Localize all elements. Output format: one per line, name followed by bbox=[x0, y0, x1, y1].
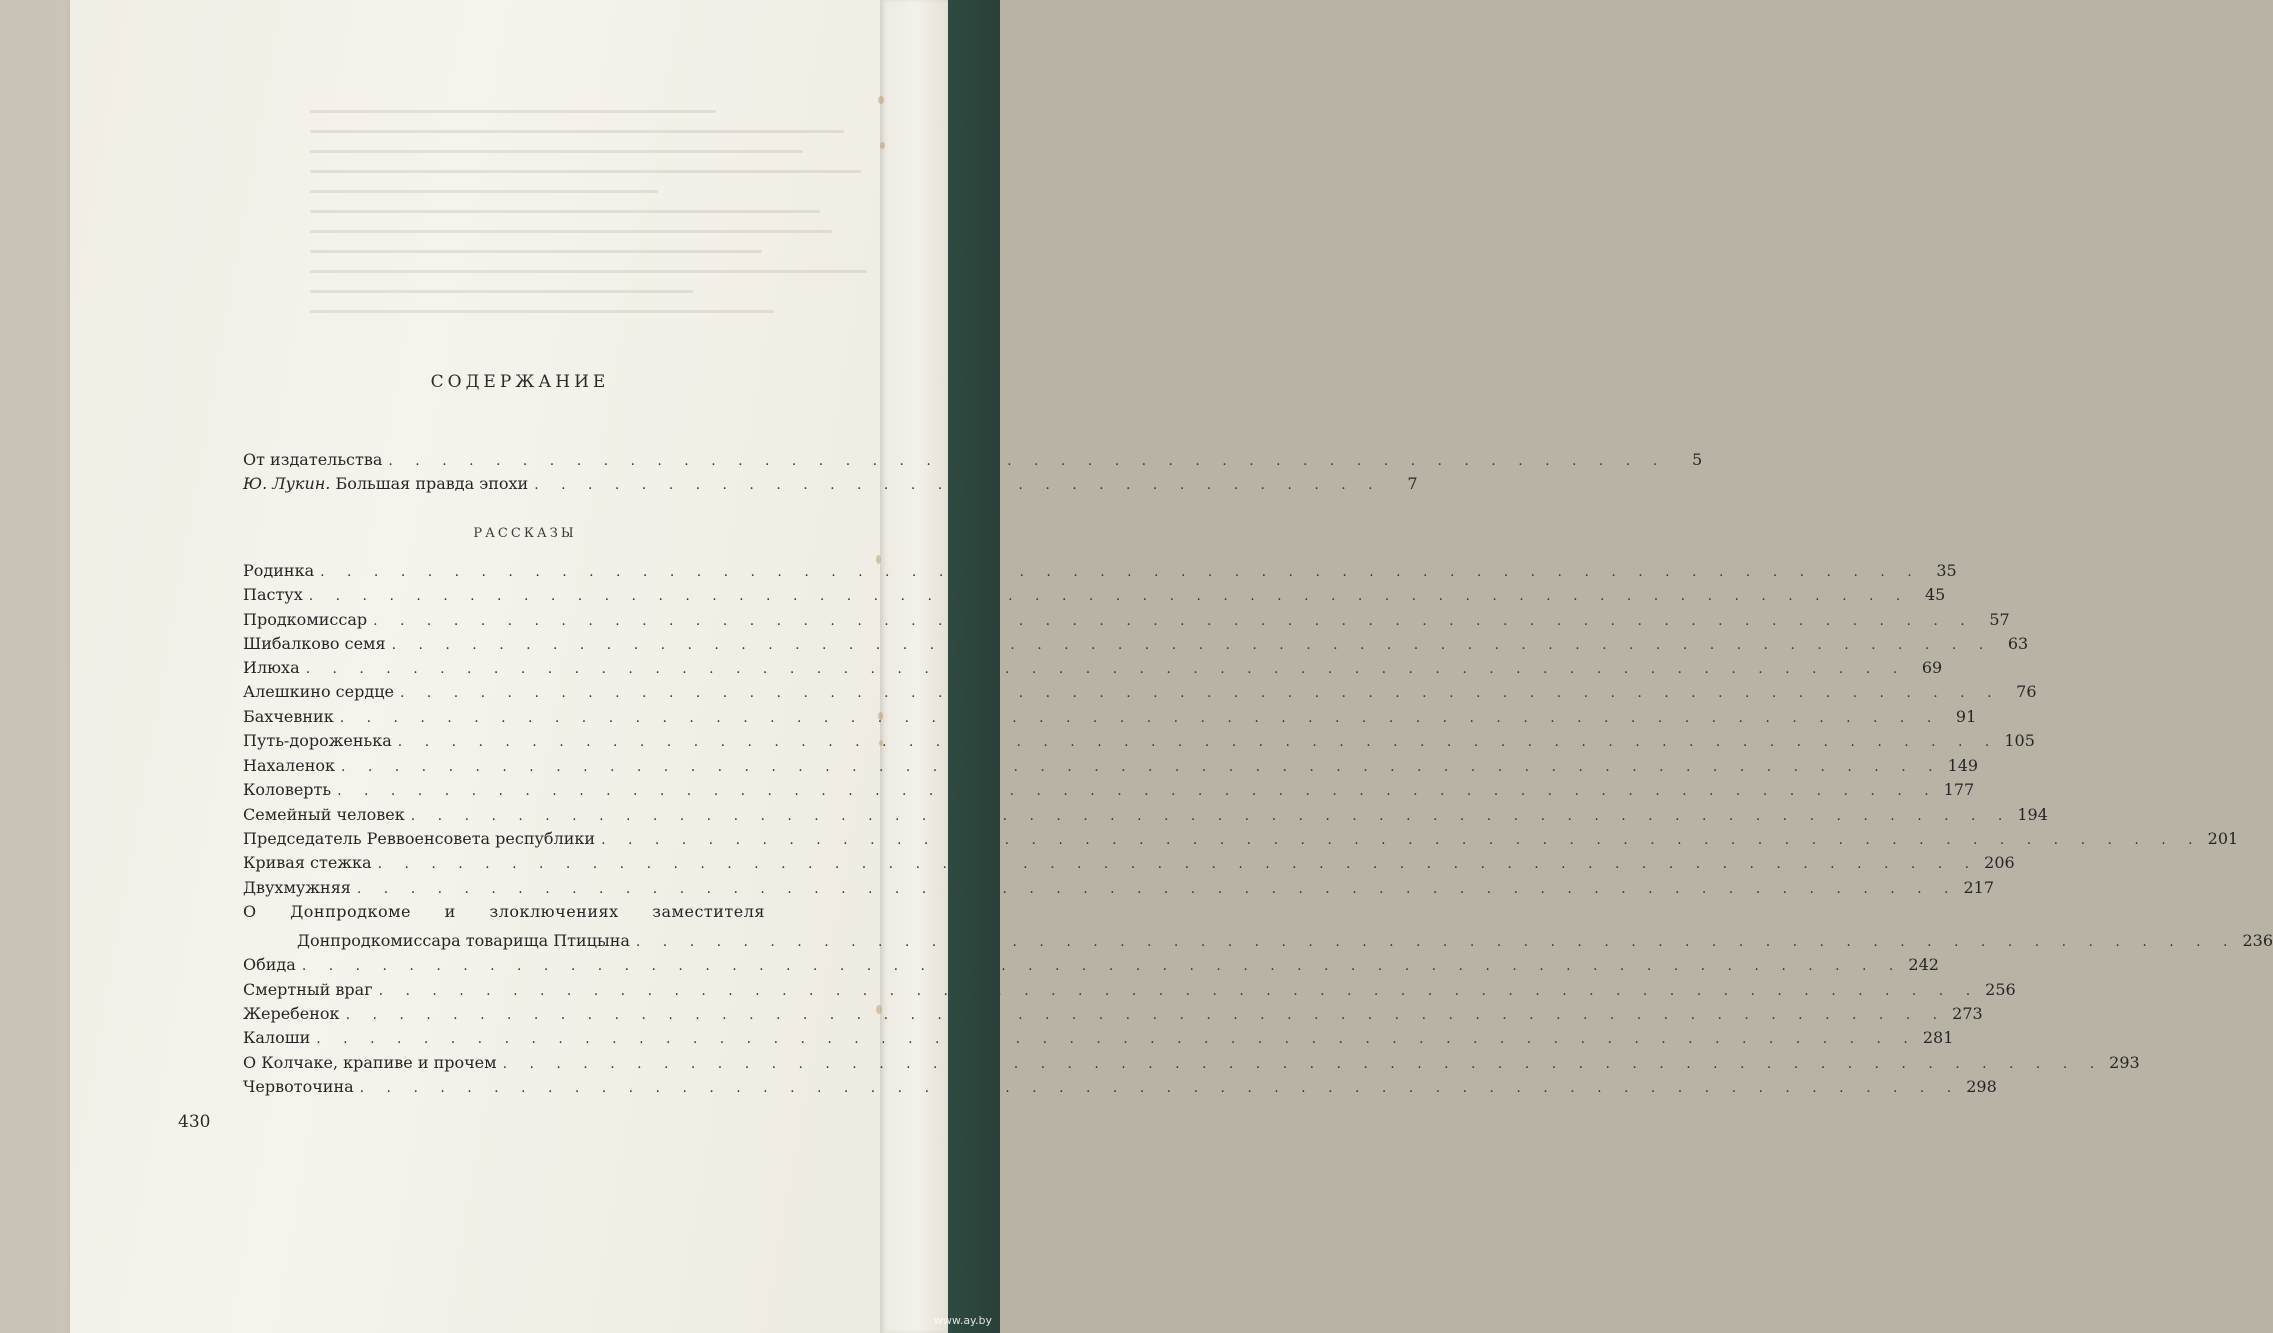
foxing-spot bbox=[876, 555, 881, 564]
leader-dots: . . . . . . . . . . . . . . . . . . . . . . . . . . . . . . . . . . . . . . . . . . . . . . . . . . . . . . . . . . . . bbox=[356, 881, 1958, 897]
toc-entry bbox=[243, 634, 2029, 658]
entry-title: Калоши bbox=[243, 1028, 311, 1047]
leader-dots: . . . . . . . . . . . . . . . . . . . . . . . . . . . . . . . . . . . . . . . . . . . . . . . . bbox=[388, 453, 1667, 469]
entry-page: 105 bbox=[2004, 731, 2035, 750]
leader-dots: . . . . . . . . . . . . . . . . . . . . . . . . . . . . . . . . . . . . . . . . . . . . . . . . . . . . . . . . . . . . bbox=[340, 759, 1942, 775]
toc-entry-foreword bbox=[243, 474, 1418, 498]
entry-title: Пастух bbox=[243, 585, 303, 604]
leader-dots: . . . . . . . . . . . . . . . . . . . . . . . . . . . . . . . . . . . . . . . . . . . . . . . . . . . . . . . . . . . . bbox=[391, 637, 1993, 653]
entry-title: О Колчаке, крапиве и прочем bbox=[243, 1053, 497, 1072]
entry-title: Семейный человек bbox=[243, 805, 405, 824]
entry-title: Бахчевник bbox=[243, 707, 334, 726]
toc-entry bbox=[243, 780, 1975, 804]
entry-title: Шибалково семя bbox=[243, 634, 386, 653]
toc-entry bbox=[243, 980, 2016, 1004]
leader-dots: . . . . . . . . . . . . . . . . . . . . . . . . . . . . . . . . bbox=[534, 477, 1382, 493]
leader-dots: . . . . . . . . . . . . . . . . . . . . . . . . . . . . . . . . . . . . . . . . . . . . . . . . . . . . . . . . . . . . bbox=[601, 832, 2202, 848]
leader-dots: . . . . . . . . . . . . . . . . . . . . . . . . . . . . . . . . . . . . . . . . . . . . . . . . . . . . . . . . . . . . bbox=[373, 613, 1974, 629]
show-through-text bbox=[310, 110, 890, 350]
entry-title: Нахаленок bbox=[243, 756, 335, 775]
entry-title: Путь-дороженька bbox=[243, 731, 392, 750]
entry-page: 298 bbox=[1966, 1077, 1997, 1096]
toc-entry bbox=[243, 829, 2239, 853]
entry-page: 206 bbox=[1984, 853, 2015, 872]
toc-entry bbox=[243, 1077, 1997, 1101]
toc-entry bbox=[243, 610, 2010, 634]
entry-title: Двухмужняя bbox=[243, 878, 351, 897]
entry-page: 281 bbox=[1922, 1028, 1954, 1047]
entry-title: Родинка bbox=[243, 561, 315, 580]
entry-title: Обида bbox=[243, 955, 296, 974]
foxing-spot bbox=[880, 142, 885, 149]
entry-title: Смертный враг bbox=[243, 980, 373, 999]
leader-dots: . . . . . . . . . . . . . . . . . . . . . . . . . . . . . . . . . . . . . . . . . . . . . . . . . . . . . . . . . . . . bbox=[316, 1031, 1917, 1047]
toc-entry-publisher bbox=[243, 450, 1703, 474]
leader-dots: . . . . . . . . . . . . . . . . . . . . . . . . . . . . . . . . . . . . . . . . . . . . . . . . . . . . . . . . . . . . bbox=[345, 1007, 1947, 1023]
toc-entry bbox=[243, 1028, 1954, 1052]
toc-entry bbox=[243, 585, 1946, 609]
leader-dots: . . . . . . . . . . . . . . . . . . . . . . . . . . . . . . . . . . . . . . . . . . . . . . . . . . . . . . . . . . . . bbox=[378, 983, 1980, 999]
entry-title: Алешкино сердце bbox=[243, 682, 394, 701]
entry-page: 256 bbox=[1985, 980, 2016, 999]
leader-dots: . . . . . . . . . . . . . . . . . . . . . . . . . . . . . . . . . . . . . . . . . . . . . . . . . . . . . . . . . . . . bbox=[502, 1056, 2104, 1072]
toc-entry bbox=[243, 707, 1977, 731]
entry-page: 91 bbox=[1955, 707, 1977, 726]
entry-page: 217 bbox=[1963, 878, 1995, 897]
entry-page: 7 bbox=[1407, 474, 1418, 493]
toc-entry bbox=[243, 902, 765, 926]
entry-page: 194 bbox=[2017, 805, 2048, 824]
entry-page: 45 bbox=[1924, 585, 1946, 604]
toc-entry bbox=[297, 931, 2273, 955]
foxing-spot bbox=[878, 96, 884, 104]
toc-entry bbox=[243, 756, 1979, 780]
leader-dots: . . . . . . . . . . . . . . . . . . . . . . . . . . . . . . . . . . . . . . . . . . . . . . . . . . . . . . . . . . . . bbox=[305, 661, 1907, 677]
entry-title: От издательства bbox=[243, 450, 383, 469]
toc-entry bbox=[243, 682, 2037, 706]
entry-page: 177 bbox=[1943, 780, 1975, 799]
leader-dots: . . . . . . . . . . . . . . . . . . . . . . . . . . . . . . . . . . . . . . . . . . . . . . . . . . . . . . . . . . . . bbox=[399, 685, 2001, 701]
section-title-stories: РАССКАЗЫ bbox=[473, 526, 577, 541]
leader-dots: . . . . . . . . . . . . . . . . . . . . . . . . . . . . . . . . . . . . . . . . . . . . . . . . . . . . . . . . . . . . bbox=[337, 783, 1938, 799]
entry-title: О Донпродкоме и злоключениях заместителя bbox=[243, 902, 765, 921]
entry-title: Червоточина bbox=[243, 1077, 354, 1096]
entry-page: 63 bbox=[2007, 634, 2029, 653]
toc-entry bbox=[243, 1053, 2140, 1077]
entry-page: 236 bbox=[2242, 931, 2273, 950]
toc-entry bbox=[243, 853, 2015, 877]
entry-page: 242 bbox=[1908, 955, 1939, 974]
toc-title: СОДЕРЖАНИЕ bbox=[430, 372, 610, 392]
leader-dots: . . . . . . . . . . . . . . . . . . . . . . . . . . . . . . . . . . . . . . . . . . . . . . . . . . . . . . . . . . . . bbox=[301, 958, 1903, 974]
entry-page: 273 bbox=[1952, 1004, 1983, 1023]
toc-entry bbox=[243, 658, 1943, 682]
leader-dots: . . . . . . . . . . . . . . . . . . . . . . . . . . . . . . . . . . . . . . . . . . . . . . . . . . . . . . . . . . . . bbox=[308, 588, 1910, 604]
toc-entry bbox=[243, 731, 2035, 755]
page-number: 430 bbox=[178, 1112, 211, 1132]
entry-page: 5 bbox=[1691, 450, 1703, 469]
entry-title: Донпродкомиссара товарища Птицына bbox=[297, 931, 630, 950]
entry-title: Жеребенок bbox=[243, 1004, 340, 1023]
toc-entry bbox=[243, 805, 2048, 829]
leader-dots: . . . . . . . . . . . . . . . . . . . . . . . . . . . . . . . . . . . . . . . . . . . . . . . . . . . . . . . . . . . . bbox=[320, 564, 1921, 580]
leader-dots: . . . . . . . . . . . . . . . . . . . . . . . . . . . . . . . . . . . . . . . . . . . . . . . . . . . . . . . . . . . . bbox=[339, 710, 1941, 726]
entry-title: Председатель Реввоенсовета республики bbox=[243, 829, 596, 848]
toc-entry bbox=[243, 955, 1939, 979]
entry-title: Илюха bbox=[243, 658, 300, 677]
entry-page: 76 bbox=[2016, 682, 2037, 701]
entry-title: Кривая стежка bbox=[243, 853, 372, 872]
entry-title: Продкомиссар bbox=[243, 610, 368, 629]
entry-title: Большая правда эпохи bbox=[335, 474, 529, 493]
toc-entry bbox=[243, 878, 1995, 902]
entry-author: Ю. Лукин. bbox=[243, 474, 331, 493]
entry-page: 57 bbox=[1989, 610, 2010, 629]
toc-entry bbox=[243, 561, 1957, 585]
leader-dots: . . . . . . . . . . . . . . . . . . . . . . . . . . . . . . . . . . . . . . . . . . . . . . . . . . . . . . . . . . . . bbox=[359, 1080, 1961, 1096]
watermark: www.ay.by bbox=[933, 1314, 992, 1327]
entry-page: 69 bbox=[1921, 658, 1943, 677]
entry-page: 149 bbox=[1947, 756, 1979, 775]
entry-page: 35 bbox=[1936, 561, 1957, 580]
entry-title: Коловерть bbox=[243, 780, 332, 799]
entry-page: 293 bbox=[2109, 1053, 2140, 1072]
leader-dots: . . . . . . . . . . . . . . . . . . . . . . . . . . . . . . . . . . . . . . . . . . . . . . . . . . . . . . . . . . . . bbox=[410, 808, 2012, 824]
entry-page: 201 bbox=[2207, 829, 2239, 848]
toc-entry bbox=[243, 1004, 1983, 1028]
leader-dots: . . . . . . . . . . . . . . . . . . . . . . . . . . . . . . . . . . . . . . . . . . . . . . . . . . . . . . . . . . . . bbox=[397, 734, 1999, 750]
leader-dots: . . . . . . . . . . . . . . . . . . . . . . . . . . . . . . . . . . . . . . . . . . . . . . . . . . . . . . . . . . . . bbox=[377, 856, 1979, 872]
leader-dots: . . . . . . . . . . . . . . . . . . . . . . . . . . . . . . . . . . . . . . . . . . . . . . . . . . . . . . . . . . . . bbox=[635, 934, 2237, 950]
